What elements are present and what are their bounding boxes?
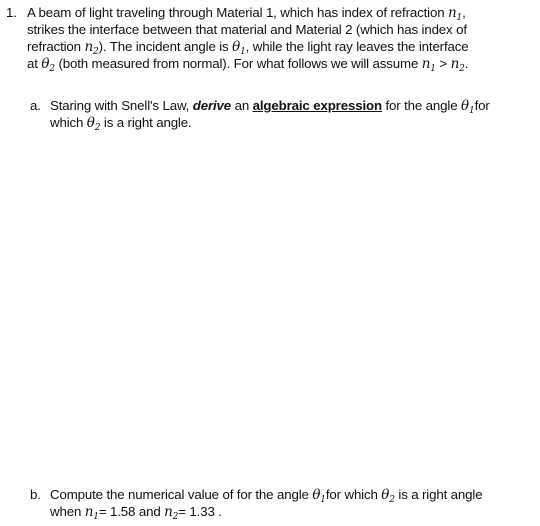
problem-text: , — [462, 5, 466, 20]
math-subscript: 2 — [93, 47, 99, 57]
math-n: n — [164, 504, 173, 520]
math-subscript: 1 — [469, 106, 475, 116]
problem-text: . — [464, 56, 469, 71]
part-a-underlined: algebraic expression — [252, 98, 382, 113]
part-b-line-2 — [50, 503, 222, 526]
problem-number: 1. — [6, 5, 17, 20]
part-b-value: = 1.58 and — [98, 504, 165, 519]
part-b-text: is a right angle — [394, 487, 483, 502]
part-a-text: Staring with Snell's Law, — [50, 98, 193, 113]
part-a-text: for the angle — [381, 98, 462, 113]
math-theta: θ — [381, 487, 390, 503]
problem-text: A beam of light traveling through Material 1, which has index of refraction — [27, 5, 448, 20]
math-subscript: 2 — [389, 495, 395, 505]
math-theta: θ — [312, 487, 321, 503]
part-b-text: when — [50, 504, 85, 519]
problem-text: ). The incident angle is — [98, 39, 233, 54]
math-subscript: 1 — [320, 495, 326, 505]
math-n: n — [84, 504, 94, 520]
math-n: n — [450, 56, 460, 72]
problem-text: strikes the interface between that material and Material 2 (which has index of — [27, 22, 467, 37]
math-theta: θ — [461, 98, 469, 114]
problem-text: (both measured from normal). For what follows we will assume — [54, 56, 422, 71]
part-b-value: = 1.33 . — [178, 504, 222, 519]
part-a-text: which — [50, 115, 87, 130]
math-subscript: 2 — [94, 123, 101, 133]
part-a-label: a. — [30, 98, 41, 113]
math-operator: > — [435, 56, 451, 71]
math-subscript: 1 — [240, 47, 246, 57]
part-b-text: for which — [325, 487, 382, 502]
problem-text: , while the light ray leaves the interface — [245, 39, 469, 54]
math-n: n — [447, 5, 457, 21]
problem-text: refraction — [27, 39, 85, 54]
part-b-text: Compute the numerical value of for the angle — [50, 487, 313, 502]
part-a-line-2 — [50, 114, 192, 137]
problem-text: at — [27, 56, 42, 71]
math-n: n — [84, 39, 94, 55]
part-a-text: for — [474, 98, 490, 113]
math-n: n — [421, 56, 431, 72]
math-theta: θ — [86, 115, 95, 131]
problem-line-2 — [27, 21, 467, 38]
part-a-emphasis: derive — [192, 98, 232, 113]
problem-line-4 — [27, 55, 468, 78]
math-subscript: 2 — [49, 64, 55, 74]
part-a-text: is a right angle. — [100, 115, 192, 130]
math-subscript: 1 — [93, 512, 99, 522]
math-subscript: 2 — [172, 512, 179, 522]
math-subscript: 1 — [456, 13, 463, 23]
math-subscript: 1 — [430, 64, 436, 74]
part-b-label: b. — [30, 487, 41, 502]
math-subscript: 2 — [459, 64, 465, 74]
part-a-text: an — [231, 98, 253, 113]
math-theta: θ — [41, 56, 50, 72]
math-theta: θ — [232, 39, 241, 55]
